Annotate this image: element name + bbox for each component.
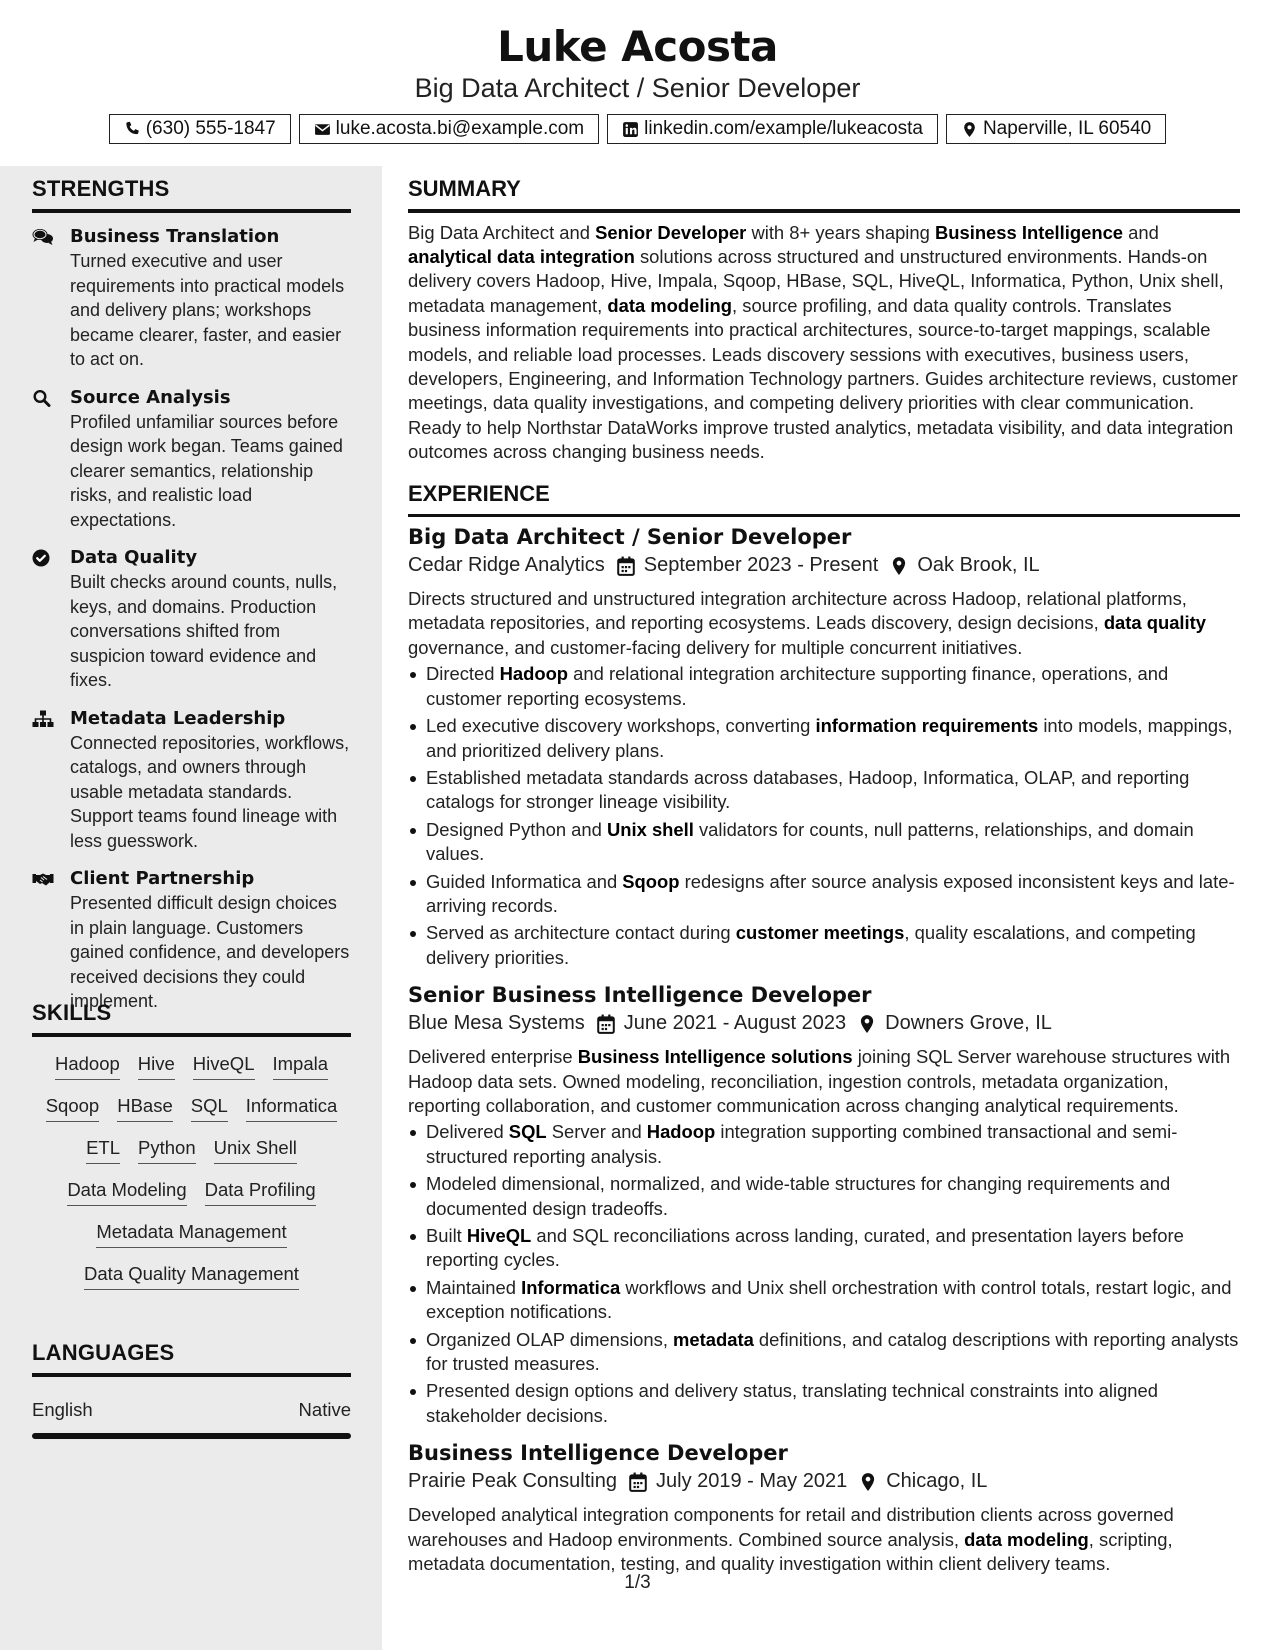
languages-section [32,1340,351,1439]
strengths-divider [32,209,351,213]
candidate-name: Luke Acosta [497,22,778,71]
job-dates: June 2021 - August 2023 [623,1012,847,1035]
job-bullets [408,662,1240,970]
calendar-icon [629,1472,647,1492]
skill-tag: Impala [273,1053,329,1080]
skill-tag: Python [138,1137,196,1164]
map-pin-icon [890,556,908,576]
skill-tag: Data Profiling [205,1179,316,1206]
contact-email[interactable] [299,114,599,144]
strength-desc: Turned executive and user requirements into practical models and delivery plans; workshops became clearer, faster, and easier to act on. [70,251,345,369]
skill-tag: HiveQL [193,1053,255,1080]
job-location: Oak Brook, IL [917,554,1040,577]
comments-icon [32,225,56,372]
summary-section [408,176,1240,465]
job-bullet: Led executive discovery workshops, converting information requirements into models, mappings, and prioritized delivery plans. [408,714,1240,763]
calendar-icon [597,1014,615,1034]
job-bullet: Served as architecture contact during customer meetings, quality escalations, and competing delivery priorities. [408,921,1240,970]
job-bullet: Guided Informatica and Sqoop redesigns after source analysis exposed inconsistent keys and late-arriving records. [408,870,1240,919]
job-company: Blue Mesa Systems [408,1012,585,1035]
job-bullet: Established metadata standards across databases, Hadoop, Informatica, OLAP, and reporting catalogs for stronger lineage visibility. [408,766,1240,815]
contact-phone-text: (630) 555-1847 [145,118,276,139]
job-bullet: Organized OLAP dimensions, metadata definitions, and catalog descriptions with reporting analysts for trusted measures. [408,1328,1240,1377]
job-bullet: Built HiveQL and SQL reconciliations across landing, curated, and presentation layers before reporting cycles. [408,1224,1240,1273]
skill-tag: ETL [86,1137,120,1164]
strength-title: Client Partnership [70,868,255,889]
job-bullet: Delivered SQL Server and Hadoop integration supporting combined transactional and semi-structured reporting analysis. [408,1120,1240,1169]
job-bullet: Maintained Informatica workflows and Unix shell orchestration with control totals, restart logic, and exception notifications. [408,1276,1240,1325]
languages-divider [32,1373,351,1377]
sitemap-icon [32,707,56,854]
linkedin-icon [622,121,639,138]
language-row [32,1399,351,1421]
handshake-icon [32,867,56,1014]
strength-title: Source Analysis [70,386,231,408]
job-meta [408,1470,1240,1493]
skill-tag: Sqoop [46,1095,100,1122]
strength-title: Business Translation [70,226,280,247]
job-company: Prairie Peak Consulting [408,1470,617,1493]
skills-list [32,1053,351,1290]
skills-divider [32,1033,351,1037]
job-dates: July 2019 - May 2021 [656,1470,848,1493]
resume-header [0,0,1275,166]
job-bullets [408,1120,1240,1428]
contact-location-text: Naperville, IL 60540 [982,118,1152,139]
strength-item [32,867,351,1014]
job-location: Downers Grove, IL [885,1012,1052,1035]
candidate-role: Big Data Architect / Senior Developer [414,73,861,103]
strength-desc: Presented difficult design choices in plain language. Customers gained confidence, and developers received decisions they could implement. [70,893,350,1011]
calendar-icon [617,556,635,576]
job-dates: September 2023 - Present [643,554,879,577]
job-description: Developed analytical integration components for retail and distribution clients across governed warehouses and Hadoop environments. Combined source analysis, data modeling, scripting, metadata documentation, testing, and quality investigation within client delivery teams. [408,1504,1174,1575]
search-icon [32,386,56,533]
job-entry [408,983,1240,1428]
contact-email-text: luke.acosta.bi@example.com [335,118,585,139]
job-entry [408,525,1240,970]
main-content [408,166,1240,1576]
contact-bar [0,114,1275,144]
skill-tag: HBase [117,1095,173,1122]
experience-divider [408,514,1240,518]
strength-desc: Connected repositories, workflows, catalogs, and owners through usable metadata standards. Support teams found lineage with less guesswork. [70,732,350,851]
job-title: Big Data Architect / Senior Developer [408,525,852,550]
job-bullet: Designed Python and Unix shell validators for counts, null patterns, relationships, and domain values. [408,818,1240,867]
strength-title: Data Quality [70,547,198,568]
job-description: Directs structured and unstructured integration architecture across Hadoop, relational platforms, metadata repositories, and reporting ecosystems. Leads discovery, design decisions, data quality governance, and customer-facing delivery for multiple concurrent initiatives. [408,588,1207,658]
map-pin-icon [858,1014,876,1034]
strength-item [32,707,351,854]
skill-tag: SQL [191,1095,228,1122]
skill-tag: Metadata Management [96,1221,286,1248]
phone-icon [124,121,141,138]
language-level: Native [298,1399,351,1420]
language-name: English [32,1399,93,1420]
check-circle-icon [32,546,56,693]
skill-tag: Data Quality Management [84,1263,299,1290]
job-location: Chicago, IL [886,1470,988,1493]
experience-heading: EXPERIENCE [408,480,550,506]
strength-desc: Profiled unfamiliar sources before design work began. Teams gained clearer semantics, relationship risks, and realistic load expectations. [70,411,343,530]
skill-tag: Unix Shell [214,1137,297,1164]
page-number: 1/3 [624,1572,651,1593]
languages-heading: LANGUAGES [32,1340,175,1365]
skill-tag: Hadoop [55,1053,120,1080]
skills-heading: SKILLS [32,1000,112,1025]
job-entry [408,1441,1240,1576]
job-bullet: Modeled dimensional, normalized, and wide-table structures for changing requirements and documented design tradeoffs. [408,1172,1240,1221]
sidebar [0,166,382,1650]
strength-title: Metadata Leadership [70,707,286,729]
map-pin-icon [859,1472,877,1492]
job-bullet: Presented design options and delivery status, translating technical constraints into aligned stakeholder decisions. [408,1379,1240,1428]
envelope-icon [314,121,331,138]
contact-phone[interactable] [109,114,291,144]
job-title: Senior Business Intelligence Developer [408,983,872,1008]
strengths-section [32,176,351,1014]
skill-tag: Hive [138,1053,175,1080]
strengths-heading: STRENGTHS [32,176,170,201]
experience-section [408,481,1240,1577]
job-bullet: Directed Hadoop and relational integration architecture supporting finance, operations, and customer reporting ecosystems. [408,662,1240,711]
strength-item [32,225,351,372]
summary-divider [408,209,1240,213]
contact-location [946,114,1166,144]
skill-tag: Data Modeling [67,1179,186,1206]
map-pin-icon [961,121,978,138]
language-proficiency-bar [32,1433,351,1439]
job-description: Delivered enterprise Business Intelligence solutions joining SQL Server warehouse structures with Hadoop data sets. Owned modeling, reconciliation, ingestion controls, metadata organization, reporting collaboration, and customer communication across changing analytical requirements. [408,1046,1231,1116]
summary-text: Big Data Architect and Senior Developer with 8+ years shaping Business Intelligence and analytical data integration solutions across structured and unstructured environments. Hands-on delivery covers Hadoop, Hive, Impala, Sqoop, HBase, SQL, HiveQL, Informatica, Python, Unix shell, metadata management, data modeling, source profiling, and data quality controls. Translates business information requirements into practical architectures, source-to-target mappings, scalable models, and reliable load processes. Leads discovery sessions with executives, business users, developers, Engineering, and Information Technology partners. Guides architecture reviews, customer meetings, data quality investigations, and competing delivery priorities with clear communication. Ready to help Northstar DataWorks improve trusted analytics, metadata visibility, and data integration outcomes across changing business needs. [408,221,1238,463]
strength-item [32,546,351,693]
contact-linkedin-text: linkedin.com/example/lukeacosta [644,118,923,139]
job-company: Cedar Ridge Analytics [408,554,605,577]
summary-heading: SUMMARY [408,176,521,201]
job-title: Business Intelligence Developer [408,1441,788,1466]
skills-section [32,1000,351,1290]
skill-tag: Informatica [246,1095,338,1122]
contact-linkedin[interactable] [607,114,938,144]
strength-desc: Built checks around counts, nulls, keys, and domains. Production conversations shifted from suspicion toward evidence and fixes. [70,572,338,690]
job-meta [408,554,1240,577]
job-meta [408,1012,1240,1035]
strength-item [32,386,351,533]
